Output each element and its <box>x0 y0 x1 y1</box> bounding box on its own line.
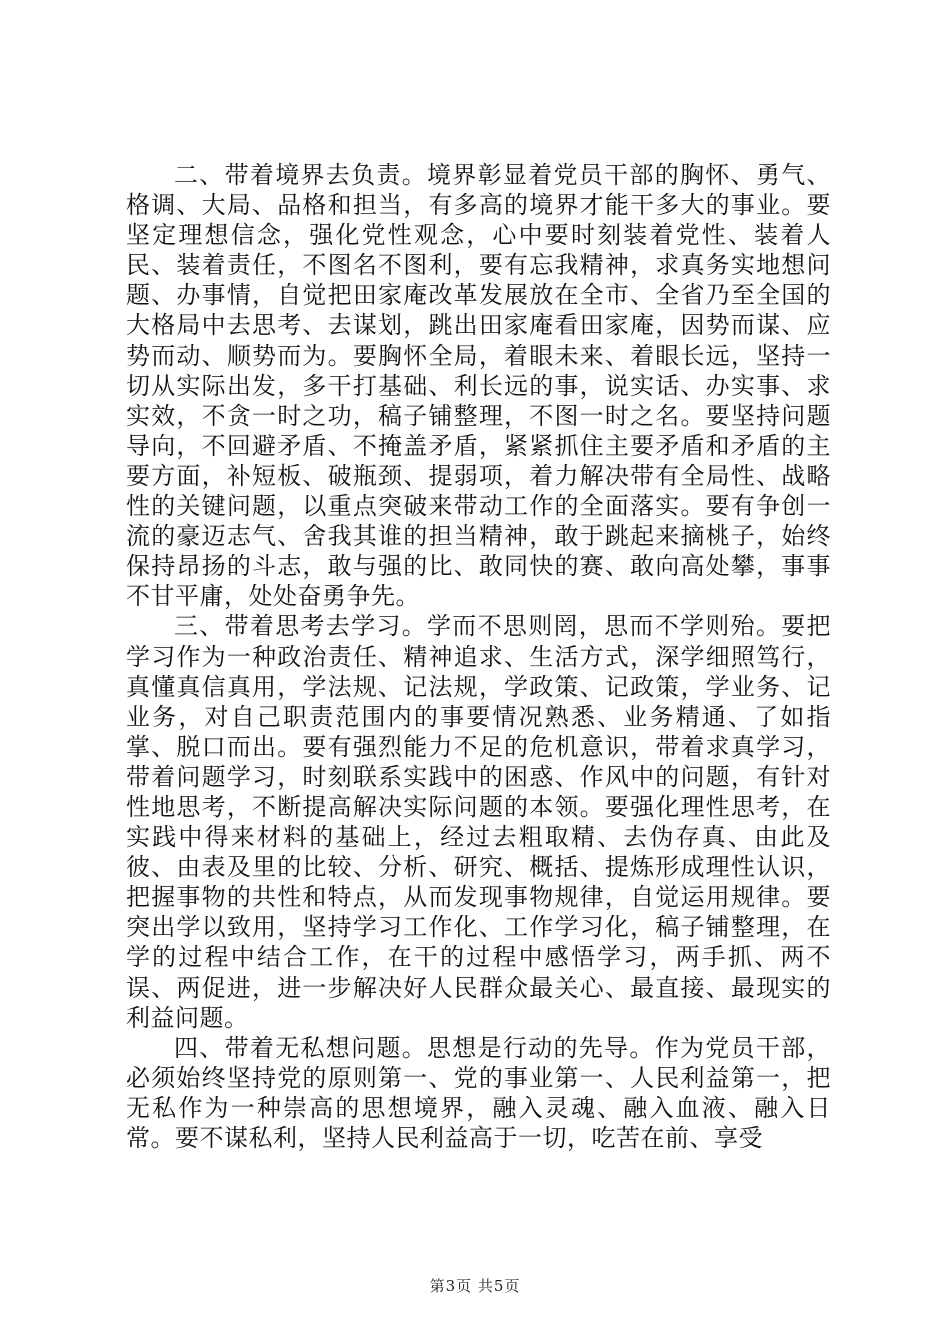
page-number-footer: 第3页 共5页 <box>429 1277 521 1295</box>
paragraph-section-three: 三、带着思考去学习。学而不思则罔，思而不学则殆。要把学习作为一种政治责任、精神追求、生活方式，深学细照笃行，真懂真信真用，学法规、记法规，学政策、记政策，学业务、记业务，对自己职责范围内的事要情况熟悉、业务精通、了如指掌、脱口而出。要有强烈能力不足的危机意识，带着求真学习，带着问题学习，时刻联系实践中的困惑、作风中的问题，有针对性地思考，不断提高解决实际问题的本领。要强化理性思考，在实践中得来材料的基础上，经过去粗取精、去伪存真、由此及彼、由表及里的比较、分析、研究、概括、提炼形成理性认识，把握事物的共性和特点，从而发现事物规律，自觉运用规律。要突出学以致用，坚持学习工作化、工作学习化，稿子铺整理，在学的过程中结合工作，在干的过程中感悟学习，两手抓、两不误、两促进，进一步解决好人民群众最关心、最直接、最现实的利益问题。 <box>126 612 831 1032</box>
document-body <box>126 160 831 1153</box>
paragraph-section-two: 二、带着境界去负责。境界彰显着党员干部的胸怀、勇气、格调、大局、品格和担当，有多高的境界才能干多大的事业。要坚定理想信念，强化党性观念，心中要时刻装着党性、装着人民、装着责任，不图名不图利，要有忘我精神，求真务实地想问题、办事情，自觉把田家庵改革发展放在全市、全省乃至全国的大格局中去思考、去谋划，跳出田家庵看田家庵，因势而谋、应势而动、顺势而为。要胸怀全局，着眼未来、着眼长远，坚持一切从实际出发，多干打基础、利长远的事，说实话、办实事、求实效，不贪一时之功，稿子铺整理，不图一时之名。要坚持问题导向，不回避矛盾、不掩盖矛盾，紧紧抓住主要矛盾和矛盾的主要方面，补短板、破瓶颈、提弱项，着力解决带有全局性、战略性的关键问题，以重点突破来带动工作的全面落实。要有争创一流的豪迈志气、舍我其谁的担当精神，敢于跳起来摘桃子，始终保持昂扬的斗志，敢与强的比、敢同快的赛、敢向高处攀，事事不甘平庸，处处奋勇争先。 <box>126 161 831 611</box>
paragraph-section-four: 四、带着无私想问题。思想是行动的先导。作为党员干部，必须始终坚持党的原则第一、党的事业第一、人民利益第一，把无私作为一种崇高的思想境界，融入灵魂、融入血液、融入日常。要不谋私利，坚持人民利益高于一切，吃苦在前、享受 <box>126 1033 831 1152</box>
